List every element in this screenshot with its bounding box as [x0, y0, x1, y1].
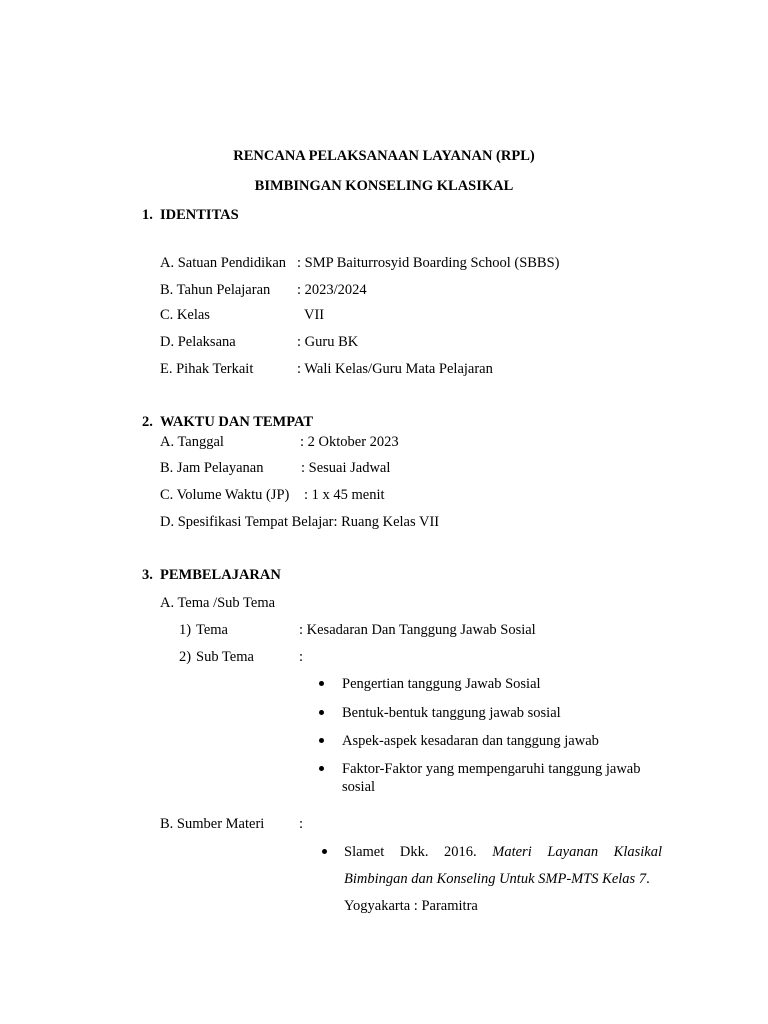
tema-value: : Kesadaran Dan Tanggung Jawab Sosial	[299, 622, 536, 638]
subtema-item: Aspek-aspek kesadaran dan tanggung jawab	[342, 733, 599, 749]
subtema-item: Bentuk-bentuk tanggung jawab sosial	[342, 705, 561, 721]
section-2-number: 2.	[142, 414, 153, 430]
identitas-label: E. Pihak Terkait	[160, 361, 254, 377]
subtema-item: Faktor-Faktor yang mempengaruhi tanggung jawab	[342, 761, 641, 777]
section-3-number: 3.	[142, 567, 153, 583]
bullet-icon	[319, 766, 324, 771]
reference-line-3: Yogyakarta : Paramitra	[344, 898, 478, 914]
reference-line-2: Bimbingan dan Konseling Untuk SMP-MTS Kelas 7.	[344, 871, 650, 887]
waktu-label: B. Jam Pelayanan	[160, 460, 264, 476]
waktu-label: A. Tanggal	[160, 434, 224, 450]
bullet-icon	[319, 710, 324, 715]
waktu-value: : 1 x 45 menit	[304, 487, 385, 503]
identitas-value: : Wali Kelas/Guru Mata Pelajaran	[297, 361, 493, 377]
section-1-number: 1.	[142, 207, 153, 223]
subtema-item-continuation: sosial	[342, 779, 376, 795]
waktu-full-row: D. Spesifikasi Tempat Belajar: Ruang Kelas VII	[160, 514, 440, 530]
identitas-value: : Guru BK	[297, 334, 359, 350]
waktu-value: : 2 Oktober 2023	[300, 434, 399, 450]
sumber-materi-colon: :	[299, 816, 304, 832]
bullet-icon	[319, 738, 324, 743]
tema-label: Tema	[196, 622, 228, 638]
identitas-label: A. Satuan Pendidikan	[160, 255, 287, 271]
subtema-number: 2)	[179, 649, 192, 665]
subtema-label: Sub Tema	[196, 649, 254, 665]
tema-number: 1)	[179, 622, 192, 638]
subtema-item: Pengertian tanggung Jawab Sosial	[342, 676, 541, 692]
sumber-materi-label: B. Sumber Materi	[160, 816, 265, 832]
reference-line-1: Slamet Dkk. 2016. Materi Layanan Klasikal	[344, 844, 662, 860]
identitas-value: : SMP Baiturrosyid Boarding School (SBBS)	[297, 255, 560, 271]
bullet-icon	[319, 681, 324, 686]
identitas-value: : 2023/2024	[297, 282, 367, 298]
identitas-label: D. Pelaksana	[160, 334, 236, 350]
section-2-heading: WAKTU DAN TEMPAT	[160, 414, 314, 430]
subtema-colon: :	[299, 649, 304, 665]
doc-subtitle: BIMBINGAN KONSELING KLASIKAL	[254, 178, 514, 194]
doc-title: RENCANA PELAKSANAAN LAYANAN (RPL)	[233, 148, 535, 164]
section-1-heading: IDENTITAS	[160, 207, 239, 223]
waktu-value: : Sesuai Jadwal	[301, 460, 391, 476]
waktu-label: C. Volume Waktu (JP)	[160, 487, 290, 503]
identitas-label: C. Kelas	[160, 307, 210, 323]
identitas-value: VII	[304, 307, 325, 323]
identitas-label: B. Tahun Pelajaran	[160, 282, 271, 298]
tema-subtema-label: A. Tema /Sub Tema	[160, 595, 276, 611]
section-3-heading: PEMBELAJARAN	[160, 567, 281, 583]
bullet-icon	[322, 849, 327, 854]
